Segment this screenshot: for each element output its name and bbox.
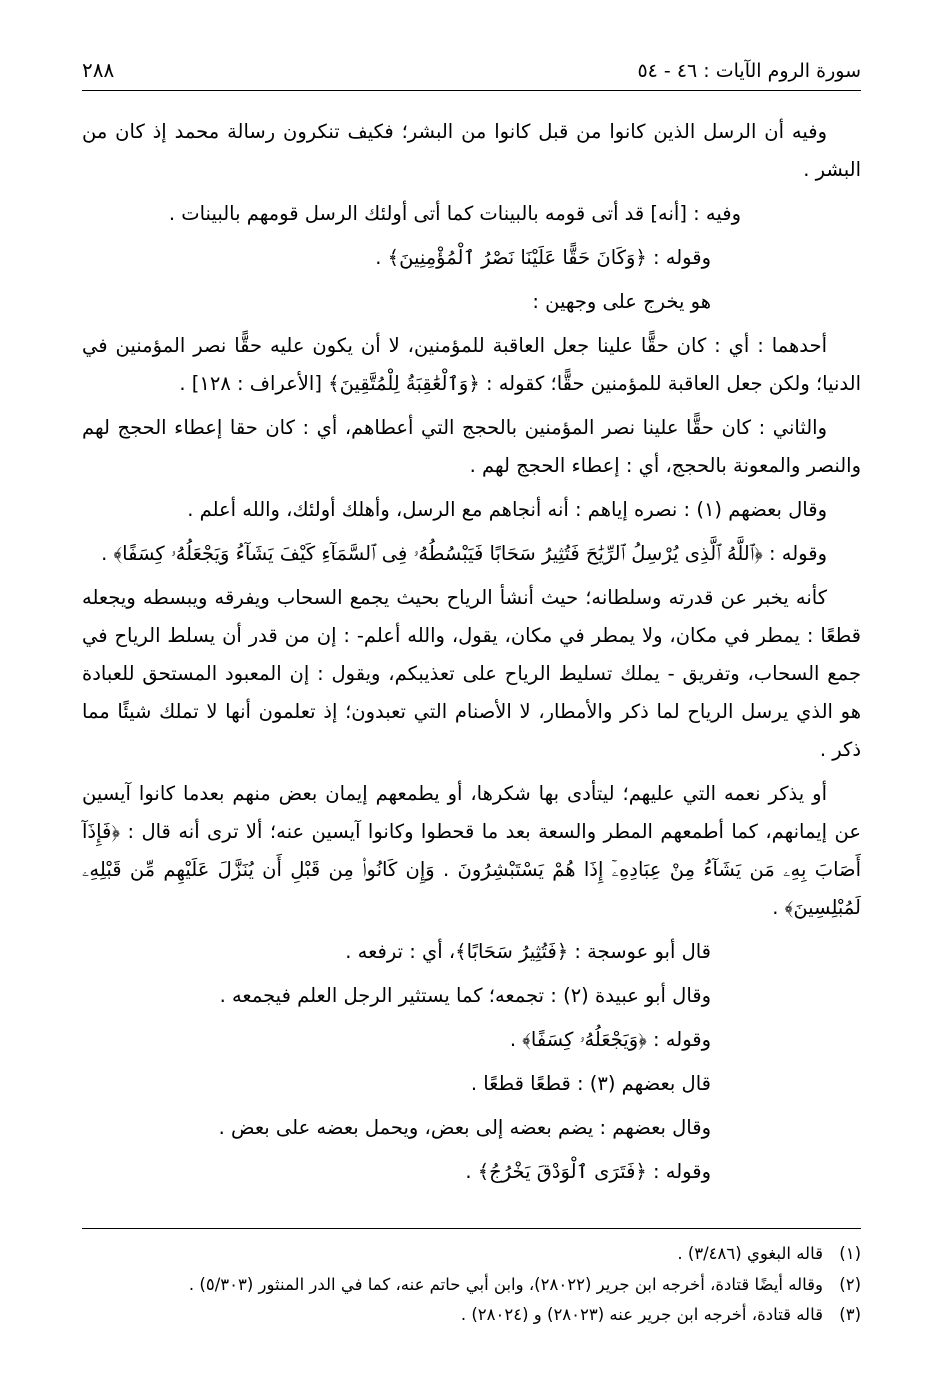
footnotes-divider [82,1228,861,1229]
footnote-marker: (٣) [839,1305,861,1325]
body-paragraph: أو يذكر نعمه التي عليهم؛ ليتأدى بها شكرها، أو يطمعهم إيمان بعض منهم بعدما كانوا آيسين عن إيمانهم، كما أطمعهم المطر والسعة بعد ما قحطوا وكانوا آيسين عنه؛ ألا ترى أنه قال : ﴿فَإِذَآ أَصَابَ بِهِۦ مَن يَشَآءُ مِنْ عِبَادِهِۦٓ إِذَا هُمْ يَسْتَبْشِرُونَ . وَإِن كَانُوا۟ مِن قَبْلِ أَن يُنَزَّلَ عَلَيْهِم مِّن قَبْلِهِۦ لَمُبْلِسِينَ﴾ . [82,782,861,920]
header-divider [82,90,861,91]
body-paragraph: كأنه يخبر عن قدرته وسلطانه؛ حيث أنشأ الرياح بحيث يجمع السحاب ويفرقه ويبسطه ويجعله قطعًا : يمطر في مكان، ولا يمطر في مكان، يقول، والله أعلم- : إن من قدر أن يسلط الرياح في جمع السحاب، وتفريق - يملك تسليط الرياح على تعذيبكم، ويقول : إن المعبود المستحق للعبادة هو الذي يرسل الرياح لما ذكر والأمطار، لا الأصنام التي تعبدون؛ إذ تعلمون أنها لا تملك شيئًا مما ذكر . [82,586,861,762]
body-paragraph: وفيه : [أنه] قد أتى قومه بالبينات كما أتى أولئك الرسل قومهم بالبينات . [168,202,741,226]
body-paragraph: قال أبو عوسجة : ﴿فَتُثِيرُ سَحَابًا﴾، أي : ترفعه . [345,940,711,964]
footnote-marker: (١) [839,1244,861,1264]
body-paragraph: أحدهما : أي : كان حقًّا علينا جعل العاقبة للمؤمنين، لا أن يكون عليه حقًّا نصر المؤمنين في الدنيا؛ ولكن جعل العاقبة للمؤمنين حقًّا؛ كقوله : ﴿وَٱلْعَٰقِبَةُ لِلْمُتَّقِينَ﴾ [الأعراف : ١٢٨] . [82,334,861,396]
body-paragraph: وقال بعضهم : يضم بعضه إلى بعض، ويحمل بعضه على بعض . [218,1116,711,1140]
footnote-text: قاله قتادة، أخرجه ابن جرير عنه (٢٨٠٢٣) و (٢٨٠٢٤) . [460,1305,823,1325]
header-surah-title: سورة الروم الآيات : ٤٦ - ٥٤ [637,60,861,82]
page-body [82,113,861,1191]
body-paragraph-footnote-ref: قال بعضهم (٣) : قطعًا قطعًا . [470,1072,711,1096]
footnote-item [82,1239,861,1270]
page-header [82,58,861,86]
body-paragraph: هو يخرج على وجهين : [532,290,711,314]
body-paragraph: والثاني : كان حقًّا علينا نصر المؤمنين بالحجج التي أعطاهم، أي : كان حقا إعطاء الحجج لهم والنصر والمعونة بالحجج، أي : إعطاء الحجج لهم . [82,416,861,478]
body-paragraph-quote: وقوله : ﴿وَيَجْعَلُهُۥ كِسَفًا﴾ . [509,1028,711,1052]
body-paragraph: وفيه أن الرسل الذين كانوا من قبل كانوا من البشر؛ فكيف تنكرون رسالة محمد إذ كان من البشر . [82,120,861,182]
body-paragraph-quote: وقوله : ﴿ٱللَّهُ ٱلَّذِى يُرْسِلُ ٱلرِّيَٰحَ فَتُثِيرُ سَحَابًا فَيَبْسُطُهُۥ فِى ٱلسَّمَآءِ كَيْفَ يَشَآءُ وَيَجْعَلُهُۥ كِسَفًا﴾ . [101,542,827,566]
footnote-item [82,1300,861,1331]
footnote-marker: (٢) [839,1274,861,1294]
body-paragraph-quote: وقوله : ﴿وَكَانَ حَقًّا عَلَيْنَا نَصْرُ ٱلْمُؤْمِنِينَ﴾ . [375,246,711,270]
header-page-number: ٢٨٨ [82,58,115,82]
footnotes-section [82,1228,861,1331]
footnote-item [82,1270,861,1301]
body-paragraph-footnote-ref: وقال بعضهم (١) : نصره إياهم : أنه أنجاهم مع الرسل، وأهلك أولئك، والله أعلم . [187,498,827,522]
body-paragraph-footnote-ref: وقال أبو عبيدة (٢) : تجمعه؛ كما يستثير الرجل العلم فيجمعه . [219,984,711,1008]
footnote-text: وقاله أيضًا قتادة، أخرجه ابن جرير (٢٨٠٢٢)، وابن أبي حاتم عنه، كما في الدر المنثور (٥/٣٠٣) . [188,1274,823,1294]
body-paragraph-quote: وقوله : ﴿فَتَرَى ٱلْوَدْقَ يَخْرُجُ﴾ . [465,1160,711,1184]
footnote-text: قاله البغوي (٣/٤٨٦) . [677,1244,823,1264]
